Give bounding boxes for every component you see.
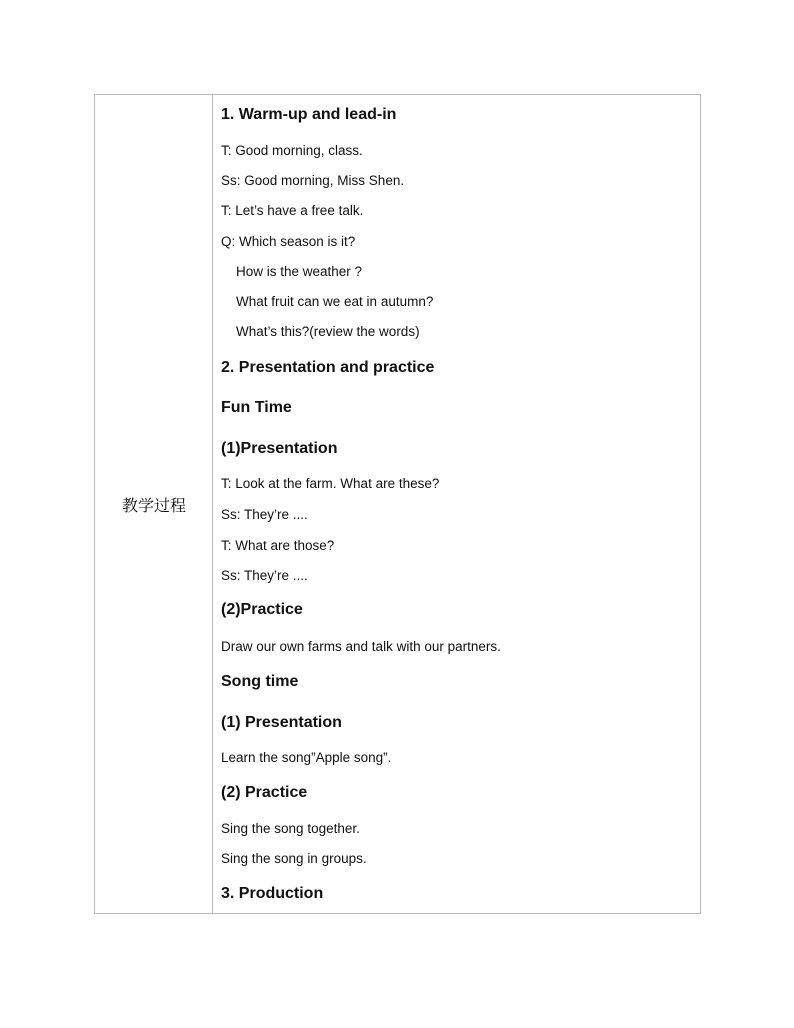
- subheading-st-presentation: (1) Presentation: [221, 714, 342, 731]
- question-line: Q: Which season is it?: [221, 234, 356, 249]
- dialogue-line: Ss: Good morning, Miss Shen.: [221, 173, 405, 188]
- section-heading-presentation: 2. Presentation and practice: [221, 359, 435, 376]
- section-heading-production: 3. Production: [221, 885, 324, 902]
- activity-line: Draw our own farms and talk with our partners.: [221, 639, 501, 654]
- activity-line: Sing the song together.: [221, 821, 360, 836]
- activity-line: Sing the song in groups.: [221, 851, 367, 866]
- subheading-ft-practice: (2)Practice: [221, 601, 303, 618]
- question-line: How is the weather ?: [236, 264, 363, 279]
- dialogue-line: T: What are those?: [221, 538, 335, 553]
- dialogue-line: Ss: They’re ....: [221, 507, 308, 522]
- section-heading-warmup: 1. Warm-up and lead-in: [221, 106, 397, 123]
- row-label-cell: [95, 95, 213, 913]
- dialogue-line: T: Good morning, class.: [221, 143, 363, 158]
- subheading-fun-time: Fun Time: [221, 399, 292, 416]
- subheading-song-time: Song time: [221, 673, 299, 690]
- question-line: What’s this?(review the words): [236, 324, 420, 339]
- activity-line: Learn the song”Apple song”.: [221, 750, 392, 765]
- lesson-table: [94, 94, 701, 914]
- dialogue-line: Ss: They’re ....: [221, 568, 308, 583]
- content-cell: [221, 95, 692, 913]
- dialogue-line: T: Let’s have a free talk.: [221, 203, 364, 218]
- dialogue-line: T: Look at the farm. What are these?: [221, 476, 440, 491]
- subheading-ft-presentation: (1)Presentation: [221, 440, 338, 457]
- question-line: What fruit can we eat in autumn?: [236, 294, 434, 309]
- row-label: 教学过程: [121, 496, 186, 515]
- subheading-st-practice: (2) Practice: [221, 784, 308, 801]
